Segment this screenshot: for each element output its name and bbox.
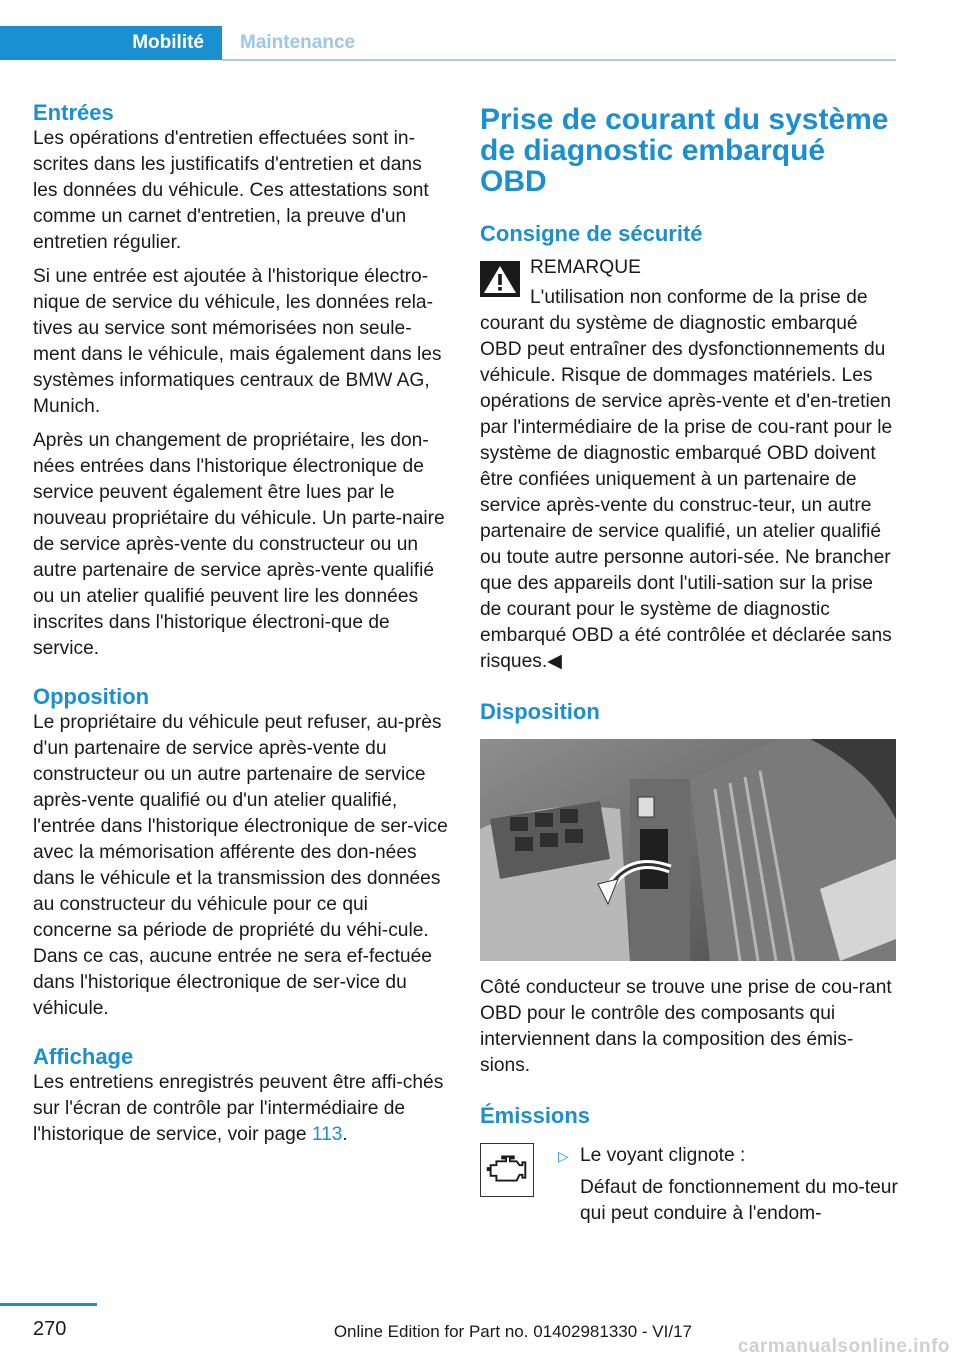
page-link-113[interactable]: 113 (311, 1124, 343, 1145)
entrees-paragraph-1: Les opérations d'entretien effectuées sont in-scrites dans les justificatifs d'entretien et dans les données du véhicule. Ces attestations sont comme un carnet d'entretien, la preuve d'un entretien régulier. (33, 128, 429, 253)
heading-entrees: Entrées (33, 100, 114, 125)
page-number: 270 (33, 1318, 67, 1340)
warning-text (480, 285, 898, 675)
section-affichage (33, 1044, 451, 1148)
affichage-text: Les entretiens enregistrés peuvent être affi-chés sur l'écran de contrôle par l'intermédiaire de l'historique de service, voir page (33, 1072, 444, 1145)
edition-footer: Online Edition for Part no. 01402981330 - VI/17 (333, 1322, 692, 1341)
tab-maintenance[interactable]: Maintenance (240, 32, 356, 53)
right-column (480, 100, 898, 1243)
heading-emissions: Émissions (480, 1103, 591, 1128)
entrees-paragraph-2: Si une entrée est ajoutée à l'historique électro-nique de service du véhicule, les données rela-tives au service sont mémorisées non seule-ment dans le véhicule, mais également dans les systèmes informatiques centraux de BMW AG, Munich. (33, 266, 442, 417)
bullet-triangle-icon: ▷ (558, 1148, 569, 1164)
section-entrees (33, 100, 451, 662)
heading-disposition: Disposition (480, 699, 600, 724)
left-column (33, 100, 451, 1148)
warning-text-rest: courant du système de diagnostic embarqué OBD peut entraîner des dysfonctionnements du véhicule. Risque de dommages matériels. Les opérations de service après-vente et d'en-tretien par l'intermédiaire de la prise de cou-rant pour le système de diagnostic embarqué OBD doivent être confiées uniquement à un partenaire de service après-vente du construc-teur, un autre partenaire de service qualifié, un atelier qualifié ou toute autre personne autori-sée. Ne brancher que des appareils dont l'utili-sation sur la prise de courant pour le système de diagnostic embarqué OBD a été contrôlée et déclarée sans risques.◀ (480, 313, 893, 672)
warning-triangle-icon (480, 261, 520, 297)
emissions-item-text (580, 1143, 898, 1227)
emissions-item-title: Le voyant clignote : (580, 1145, 746, 1166)
heading-opposition: Opposition (33, 684, 150, 709)
watermark: carmanualsonline.info (737, 1336, 950, 1357)
warning-block (480, 255, 898, 675)
page-number-bar (0, 1303, 97, 1306)
emissions-item-description: Défaut de fonctionnement du mo-teur qui peut conduire à l'endom- (580, 1177, 898, 1224)
obd-socket-photo (480, 739, 896, 961)
engine-warning-icon (480, 1143, 534, 1197)
opposition-paragraph: Le propriétaire du véhicule peut refuser, au-près d'un partenaire de service après-vente du constructeur ou un autre partenaire de service après-vente qualifié ou d'un atelier qualifié, l'entrée dans l'historique électronique de ser-vice avec la mémorisation afférente des don-nées dans le véhicule et la transmission des données au constructeur du véhicule pour ce qui concerne sa période de propriété du véhi-cule. Dans ce cas, aucune entrée ne sera ef-fectuée dans l'historique électronique de ser-vice du véhicule. (33, 712, 448, 1019)
disposition-caption: Côté conducteur se trouve une prise de cou-rant OBD pour le contrôle des composants qui interviennent dans la composition des émis-sions. (480, 977, 892, 1076)
main-title: Prise de courant du système de diagnostic embarqué OBD (480, 103, 889, 198)
heading-affichage: Affichage (33, 1044, 134, 1069)
heading-safety: Consigne de sécurité (480, 221, 703, 246)
warning-text-first-line: L'utilisation non conforme de la prise de (530, 287, 868, 308)
section-opposition (33, 684, 451, 1022)
entrees-paragraph-3: Après un changement de propriétaire, les don-nées entrées dans l'historique électronique de service peuvent également être lues par le nouveau propriétaire du véhicule. Un parte-naire de service après-vente du constructeur ou un autre partenaire de service après-vente qualifié ou un atelier qualifié peuvent lire les données inscrites dans l'historique électroni-que de service. (33, 430, 445, 659)
header-tabs (0, 26, 896, 62)
tab-mobilite[interactable]: Mobilité (0, 26, 222, 60)
affichage-end: . (342, 1124, 348, 1145)
emissions-item (480, 1143, 898, 1243)
tab-underline (222, 59, 896, 61)
warning-label: REMARQUE (530, 257, 641, 278)
affichage-paragraph (33, 1070, 451, 1148)
